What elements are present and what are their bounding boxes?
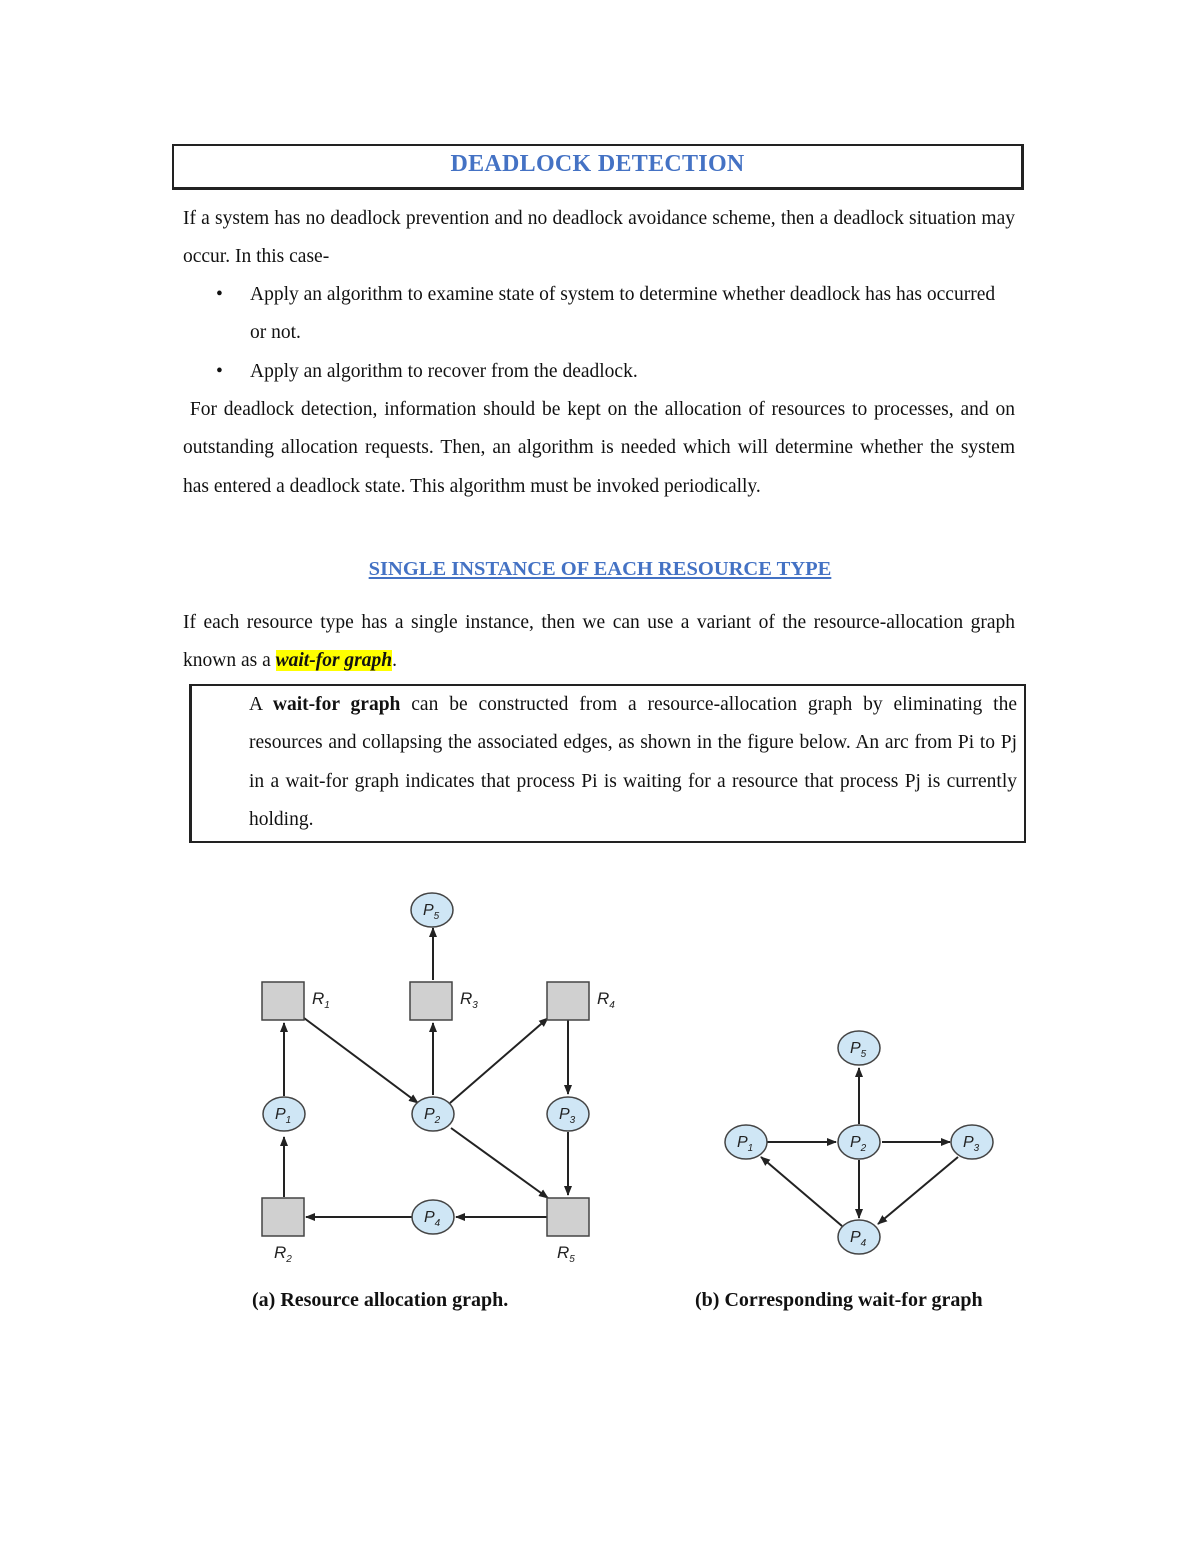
- definition-text: A wait-for graph can be constructed from a resource-allocation graph by eliminating the resources and collapsing the associated edges, as shown in the figure below. An arc from Pi to Pj in a wait-for graph indicates that process Pi is waiting for a resource that process Pj is currently holding.: [249, 694, 1017, 830]
- caption-resource-allocation-graph: (a) Resource allocation graph.: [252, 1289, 509, 1311]
- wf-label-p4: $P_4$: [850, 1229, 867, 1249]
- bullet-icon: •: [216, 360, 223, 382]
- caption-wait-for-graph: (b) Corresponding wait-for graph: [695, 1289, 983, 1311]
- edge-r1-p2: [304, 1018, 418, 1103]
- label-r5: $R_5$: [557, 1243, 575, 1265]
- highlighted-term: wait-for graph: [275, 650, 393, 672]
- wf-label-p5: $P_5$: [850, 1040, 867, 1060]
- resource-r3: [410, 982, 452, 1020]
- definition-term: wait-for graph: [272, 694, 401, 715]
- intro-paragraph: If a system has no deadlock prevention and no deadlock avoidance scheme, then a deadlock situation may occur. In this case-: [183, 208, 1015, 268]
- resource-r2: [262, 1198, 304, 1236]
- page-title: DEADLOCK DETECTION: [450, 151, 745, 177]
- edge-b-p3-p4: [878, 1157, 958, 1224]
- single-instance-paragraph: If each resource type has a single instance, then we can use a variant of the resource-allocation graph known as a wait-for graph.: [183, 612, 1015, 672]
- label-r4: $R_4$: [597, 989, 615, 1011]
- resource-r4: [547, 982, 589, 1020]
- edge-p2-r5: [451, 1128, 548, 1198]
- label-p2: $P_2$: [424, 1106, 441, 1126]
- resource-r1: [262, 982, 304, 1020]
- label-p5: $P_5$: [423, 902, 440, 922]
- label-p1: $P_1$: [275, 1106, 292, 1126]
- label-r3: $R_3$: [460, 989, 478, 1011]
- detection-paragraph: For deadlock detection, information should be kept on the allocation of resources to processes, and on outstanding allocation requests. Then, an algorithm is needed which will determine whether the system has entered a deadlock state. This algorithm must be invoked periodically.: [183, 399, 1015, 497]
- wf-label-p3: $P_3$: [963, 1134, 980, 1154]
- section-heading: SINGLE INSTANCE OF EACH RESOURCE TYPE: [368, 558, 832, 580]
- graph-a-edges: [284, 928, 568, 1217]
- edge-p2-r4: [450, 1018, 548, 1103]
- bullet-icon: •: [216, 284, 223, 305]
- wf-label-p1: $P_1$: [737, 1134, 754, 1154]
- bullet-text: Apply an algorithm to recover from the deadlock.: [250, 360, 638, 382]
- label-p4: $P_4$: [424, 1209, 441, 1229]
- label-r2: $R_2$: [274, 1243, 292, 1265]
- label-p3: $P_3$: [559, 1106, 576, 1126]
- bullet-text: Apply an algorithm to examine state of system to determine whether deadlock has has occurred or not.: [250, 284, 996, 344]
- resource-r5: [547, 1198, 589, 1236]
- wf-label-p2: $P_2$: [850, 1134, 867, 1154]
- edge-b-p4-p1: [761, 1157, 842, 1226]
- label-r1: $R_1$: [312, 989, 330, 1011]
